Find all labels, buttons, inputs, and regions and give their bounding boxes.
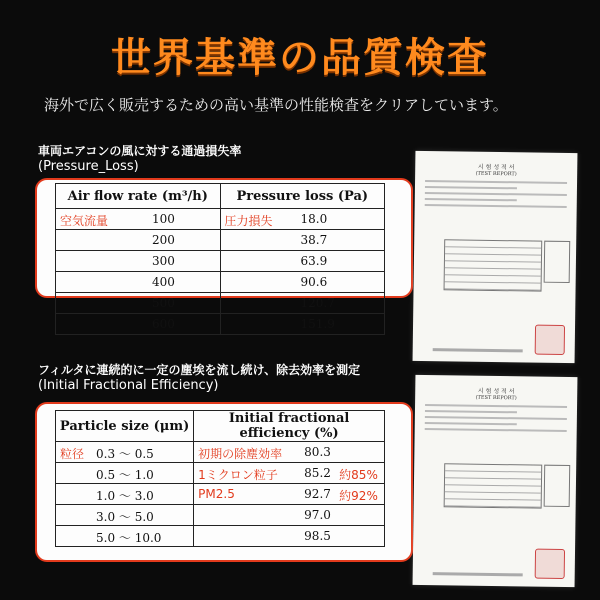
test-report-image-2 (413, 375, 578, 587)
loss-value: 120.7 (300, 296, 335, 310)
row-tag-right: 初期の除塵効率 (198, 447, 283, 461)
table-row (56, 293, 385, 314)
header-particle-size: Particle size (μm) (56, 411, 194, 442)
row-tag-right: 1ミクロン粒子 (198, 468, 278, 482)
size-cell (56, 442, 194, 463)
row-tag-right: 圧力損失 (224, 214, 273, 228)
size-value: 3.0 ～ 5.0 (96, 510, 154, 524)
table-row (56, 314, 385, 335)
table-row (56, 209, 385, 230)
report-table-thumb (444, 463, 543, 508)
row-tag-right: PM2.5 (198, 487, 235, 501)
flow-value: 400 (152, 275, 175, 289)
pressure-loss-card (35, 178, 413, 331)
table-row (56, 442, 385, 463)
loss-cell (220, 272, 385, 293)
loss-value: 18.0 (300, 212, 328, 226)
table-row (56, 463, 385, 484)
report-title-en: (TEST REPORT) (475, 394, 517, 402)
report-title-ko: 시 험 성 적 서 (477, 163, 515, 172)
table-row (56, 230, 385, 251)
efficiency-title-en: (Initial Fractional Efficiency) (38, 378, 219, 393)
flow-value: 600 (152, 317, 175, 331)
approx-note: 約85% (339, 468, 378, 482)
flow-cell (56, 209, 221, 230)
efficiency-table (55, 410, 385, 547)
size-value: 0.5 ～ 1.0 (96, 468, 154, 482)
loss-cell (220, 230, 385, 251)
eff-value: 97.0 (304, 508, 331, 522)
flow-value: 300 (152, 254, 175, 268)
pressure-title-en: (Pressure_Loss) (38, 159, 139, 174)
loss-cell (220, 314, 385, 335)
loss-cell (220, 209, 385, 230)
table-row (56, 272, 385, 293)
loss-value: 63.9 (300, 254, 328, 268)
report-table-thumb (444, 239, 543, 291)
eff-cell (194, 463, 385, 484)
header-efficiency: Initial fractional efficiency (%) (194, 411, 385, 442)
flow-cell (56, 230, 221, 251)
loss-value: 38.7 (300, 233, 328, 247)
flow-cell (56, 272, 221, 293)
flow-cell (56, 293, 221, 314)
loss-cell (220, 251, 385, 272)
efficiency-section-title (38, 362, 360, 394)
flow-value: 500 (152, 296, 175, 310)
eff-cell (194, 442, 385, 463)
header-air-flow: Air flow rate (m³/h) (56, 184, 221, 209)
table-row (56, 251, 385, 272)
table-row (56, 526, 385, 547)
size-cell (56, 526, 194, 547)
report-sample-thumb (544, 241, 571, 283)
pressure-loss-table (55, 183, 385, 335)
flow-cell (56, 251, 221, 272)
size-value: 1.0 ～ 3.0 (96, 489, 154, 503)
report-title-en: (TEST REPORT) (475, 170, 517, 178)
eff-value: 85.2 (304, 466, 331, 480)
flow-value: 100 (152, 212, 175, 226)
row-tag-left: 粒径 (60, 447, 85, 461)
flow-value: 200 (152, 233, 175, 247)
eff-value: 98.5 (304, 529, 331, 543)
size-cell (56, 484, 194, 505)
size-value: 5.0 ～ 10.0 (96, 531, 162, 545)
pressure-title-ja: 車両エアコンの風に対する通過損失率 (38, 144, 242, 158)
flow-cell (56, 314, 221, 335)
eff-cell (194, 526, 385, 547)
size-cell (56, 505, 194, 526)
size-value: 0.3 ～ 0.5 (96, 447, 154, 461)
seal-stamp (535, 325, 565, 355)
page-subtitle: 海外で広く販売するための高い基準の性能検査をクリアしています。 (44, 96, 508, 114)
report-sample-thumb (544, 465, 571, 507)
eff-value: 92.7 (304, 487, 331, 501)
pressure-section-title (38, 143, 241, 175)
eff-cell (194, 505, 385, 526)
row-tag-left: 空気流量 (60, 214, 109, 228)
page-title: 世界基準の品質検査 (111, 34, 489, 81)
seal-stamp (535, 549, 565, 579)
efficiency-card (35, 402, 413, 562)
eff-value: 80.3 (304, 445, 331, 459)
efficiency-title-ja: フィルタに連続的に一定の塵埃を流し続け、除去効率を測定 (38, 363, 361, 377)
eff-cell (194, 484, 385, 505)
table-row (56, 505, 385, 526)
header-pressure-loss: Pressure loss (Pa) (220, 184, 385, 209)
approx-note: 約92% (339, 489, 378, 503)
table-row (56, 484, 385, 505)
size-cell (56, 463, 194, 484)
test-report-image-1 (413, 151, 578, 363)
loss-cell (220, 293, 385, 314)
loss-value: 151.9 (300, 317, 335, 331)
loss-value: 90.6 (300, 275, 328, 289)
report-title-ko: 시 험 성 적 서 (477, 387, 515, 396)
